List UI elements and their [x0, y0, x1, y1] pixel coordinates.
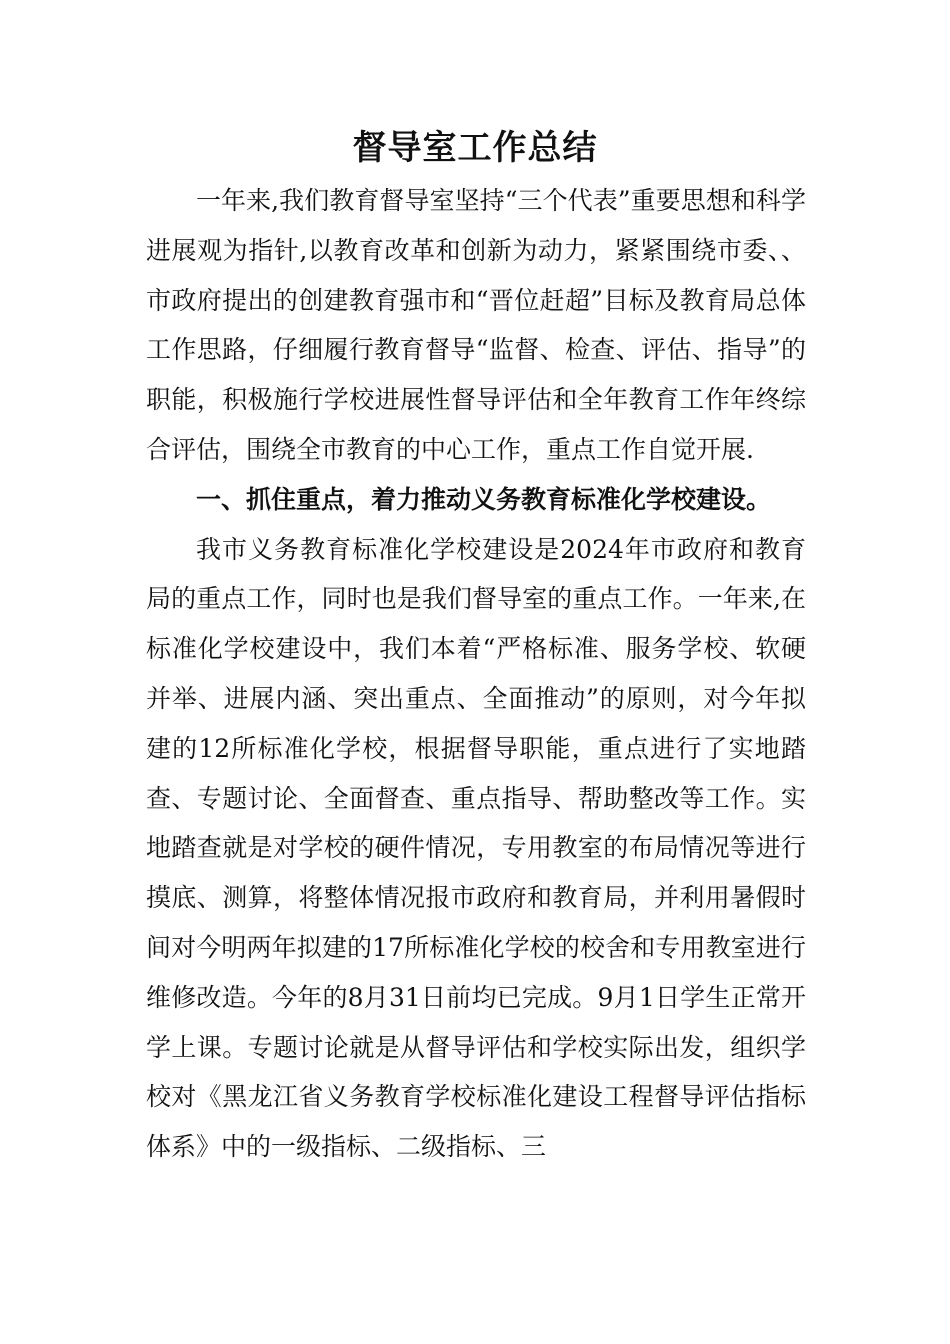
- paragraph-intro: 一年来,我们教育督导室坚持“三个代表”重要思想和科学进展观为指针,以教育改革和创新为动力，紧紧围绕市委、、市政府提出的创建教育强市和“晋位赶超”目标及教育局总体工作思路，仔细履行教育督导“监督、检查、评估、指导”的职能，积极施行学校进展性督导评估和全年教育工作年终综合评估，围绕全市教育的中心工作，重点工作自觉开展.: [146, 186, 806, 464]
- document-body: [146, 176, 806, 1172]
- document-title: 督导室工作总结: [352, 128, 598, 168]
- section-heading-1: 一、抓住重点，着力推动义务教育标准化学校建设。: [196, 484, 772, 514]
- paragraph-section-1: 我市义务教育标准化学校建设是2024年市政府和教育局的重点工作，同时也是我们督导室的重点工作。一年来,在标准化学校建设中，我们本着“严格标准、服务学校、软硬并举、进展内涵、突出重点、全面推动”的原则，对今年拟建的12所标准化学校，根据督导职能，重点进行了实地踏查、专题讨论、全面督查、重点指导、帮助整改等工作。实地踏查就是对学校的硬件情况，专用教室的布局情况等进行摸底、测算，将整体情况报市政府和教育局，并利用暑假时间对今明两年拟建的17所标准化学校的校舍和专用教室进行维修改造。今年的8月31日前均已完成。9月1日学生正常开学上课。专题讨论就是从督导评估和学校实际出发，组织学校对《黑龙江省义务教育学校标准化建设工程督导评估指标体系》中的一级指标、二级指标、三: [146, 534, 806, 1162]
